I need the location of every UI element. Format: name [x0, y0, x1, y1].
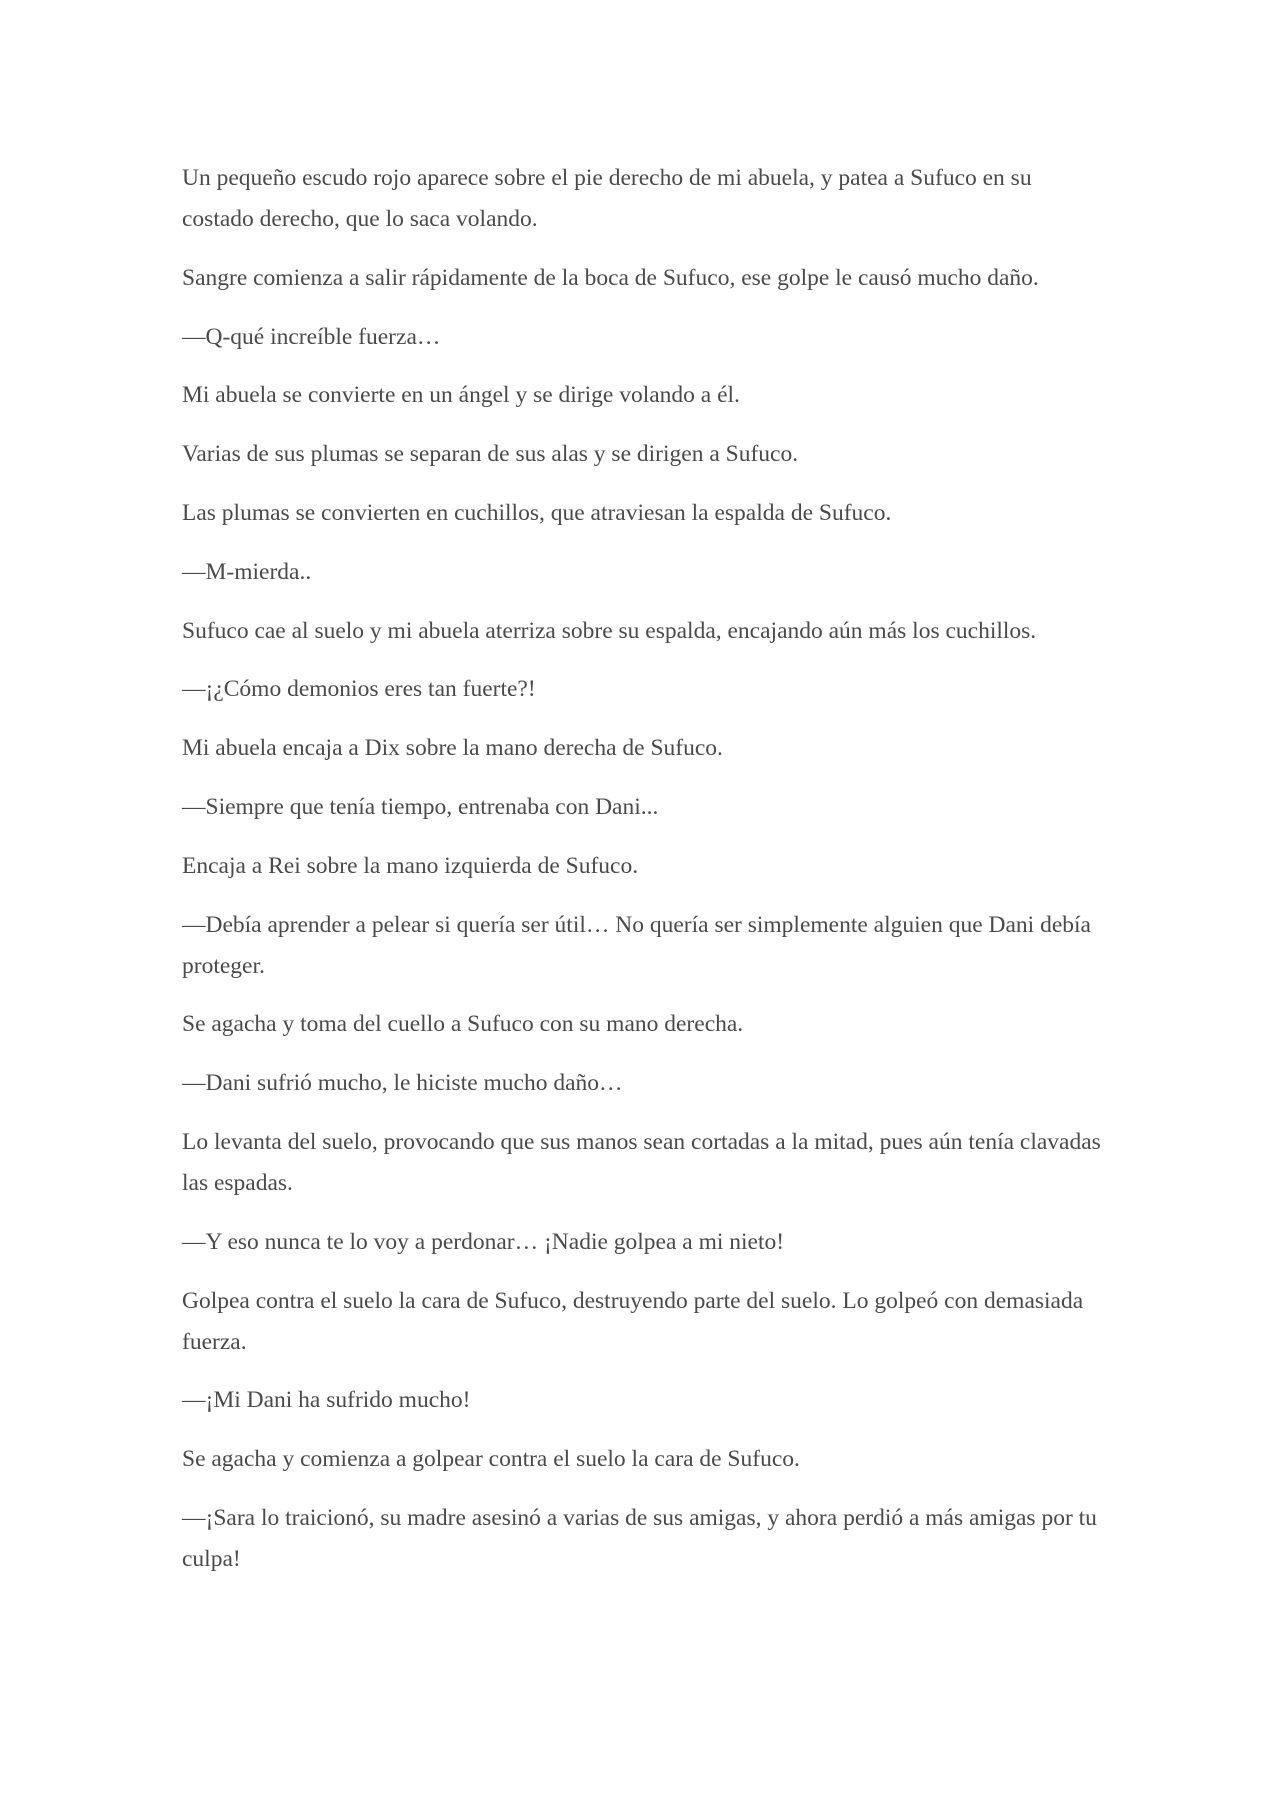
dialogue-line: —M-mierda..	[182, 558, 312, 585]
paragraph: Golpea contra el suelo la cara de Sufuco, destruyendo parte del suelo. Lo golpeó con demasiada fuerza.	[182, 1287, 1084, 1355]
dialogue-line: —¡¿Cómo demonios eres tan fuerte?!	[182, 676, 536, 703]
dialogue-line: —Dani sufrió mucho, le hiciste mucho daño…	[182, 1070, 623, 1097]
dialogue-line: —Q-qué increíble fuerza…	[182, 323, 441, 350]
paragraph: Sangre comienza a salir rápidamente de la boca de Sufuco, ese golpe le causó mucho daño.	[182, 264, 1039, 291]
paragraph: Las plumas se convierten en cuchillos, que atraviesan la espalda de Sufuco.	[182, 499, 892, 526]
paragraph: Mi abuela se convierte en un ángel y se dirige volando a él.	[182, 382, 740, 409]
paragraph: Sufuco cae al suelo y mi abuela aterriza sobre su espalda, encajando aún más los cuchillos.	[182, 617, 1037, 644]
body-text	[182, 158, 1102, 1598]
paragraph: Varias de sus plumas se separan de sus alas y se dirigen a Sufuco.	[182, 441, 799, 468]
paragraph: Se agacha y comienza a golpear contra el suelo la cara de Sufuco.	[182, 1446, 800, 1473]
dialogue-line: —Siempre que tenía tiempo, entrenaba con Dani...	[182, 793, 659, 820]
paragraph: Un pequeño escudo rojo aparece sobre el pie derecho de mi abuela, y patea a Sufuco en su costado derecho, que lo saca volando.	[182, 165, 1032, 232]
paragraph: Mi abuela encaja a Dix sobre la mano derecha de Sufuco.	[182, 735, 723, 762]
dialogue-line: —Y eso nunca te lo voy a perdonar… ¡Nadie golpea a mi nieto!	[182, 1228, 785, 1255]
paragraph: Lo levanta del suelo, provocando que sus manos sean cortadas a la mitad, pues aún tenía clavadas las espadas.	[182, 1128, 1101, 1196]
dialogue-line: —¡Sara lo traicionó, su madre asesinó a varias de sus amigas, y ahora perdió a más amigas por tu culpa!	[182, 1504, 1097, 1572]
paragraph: Encaja a Rei sobre la mano izquierda de Sufuco.	[182, 852, 639, 879]
paragraph: Se agacha y toma del cuello a Sufuco con su mano derecha.	[182, 1011, 744, 1038]
dialogue-line: —¡Mi Dani ha sufrido mucho!	[182, 1387, 471, 1414]
dialogue-line: —Debía aprender a pelear si quería ser útil… No quería ser simplemente alguien que Dani debía proteger.	[182, 911, 1091, 979]
